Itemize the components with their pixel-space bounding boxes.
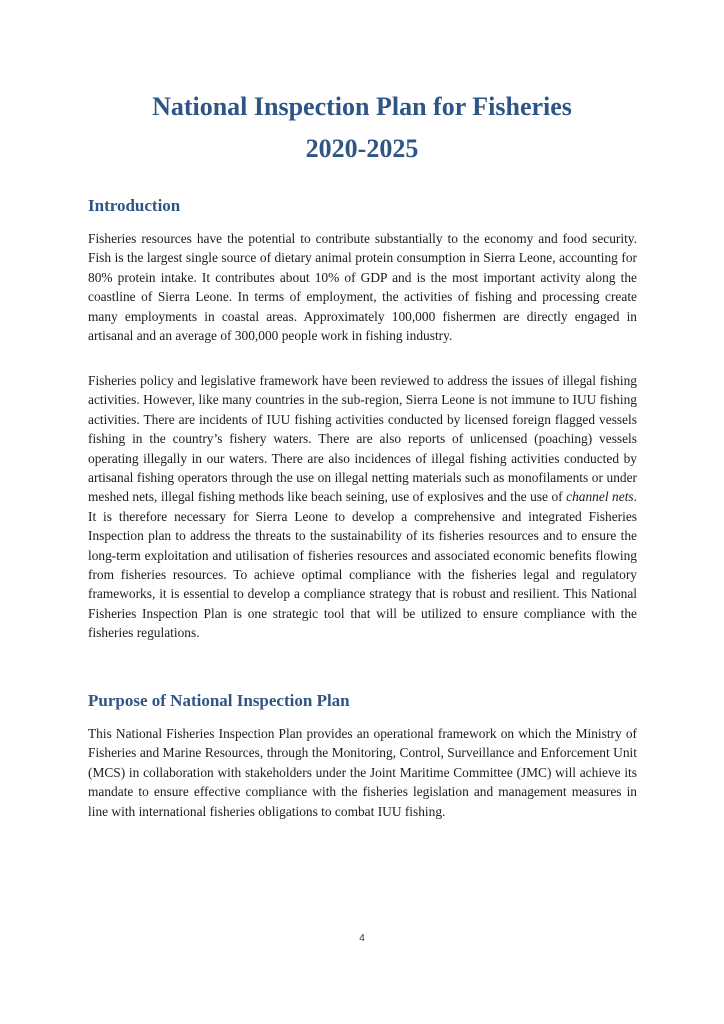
purpose-paragraph-1: This National Fisheries Inspection Plan provides an operational framework on which the Ministry of Fisheries and Marine Resources, through the Monitoring, Control, Surveillance and Enforcement Unit (MCS) in collaboration with stakeholders under the Joint Maritime Committee (JMC) will achieve its mandate to ensure effective compliance with the fisheries legislation and management measures in line with international fisheries obligations to combat IUU fishing. xyxy=(88,726,637,819)
intro-paragraph-1: Fisheries resources have the potential to contribute substantially to the economy and food security. Fish is the largest single source of dietary animal protein consumption in Sierra Leone, accounting for 80% protein intake. It contributes about 10% of GDP and is the most important activity along the coastline of Sierra Leone. In terms of employment, the activities of fishing and processing create many employments in coastal areas. Approximately 100,000 fishermen are directly engaged in artisanal and an average of 300,000 people work in fishing industry. xyxy=(88,231,637,344)
section-heading-introduction: Introduction xyxy=(88,196,181,215)
intro-paragraph-2-part2: . It is therefore necessary for Sierra Leone to develop a comprehensive and integrated Fisheries Inspection plan to address the threats to the sustainability of its fisheries resources and to ensure the long-term exploitation and utilisation of fisheries resources and associated economic benefits flowing from fisheries resources. To achieve optimal compliance with the fisheries legal and regulatory frameworks, it is essential to develop a compliance strategy that is robust and resilient. This National Fisheries Inspection Plan is one strategic tool that will be utilized to ensure compliance with the fisheries regulations. xyxy=(88,489,637,641)
intro-paragraph-2-italic: channel nets xyxy=(566,489,634,505)
intro-paragraph-2-part1: Fisheries policy and legislative framework have been reviewed to address the issues of illegal fishing activities. However, like many countries in the sub-region, Sierra Leone is not immune to IUU fishing activities. There are incidents of IUU fishing activities conducted by licensed foreign flagged vessels fishing in the country’s fishery waters. There are also reports of unlicensed (poaching) vessels operating illegally in our waters. There are also incidences of illegal fishing activities conducted by artisanal fishing operators through the use on illegal netting materials such as monofilaments or under meshed nets, illegal fishing methods like beach seining, use of explosives and the use of xyxy=(88,373,637,505)
intro-paragraph-2 xyxy=(88,371,637,643)
document-title-line1: National Inspection Plan for Fisheries xyxy=(152,92,572,121)
section-heading-purpose: Purpose of National Inspection Plan xyxy=(88,691,350,710)
page-number: 4 xyxy=(359,933,365,944)
document-title-line2: 2020-2025 xyxy=(305,134,419,163)
